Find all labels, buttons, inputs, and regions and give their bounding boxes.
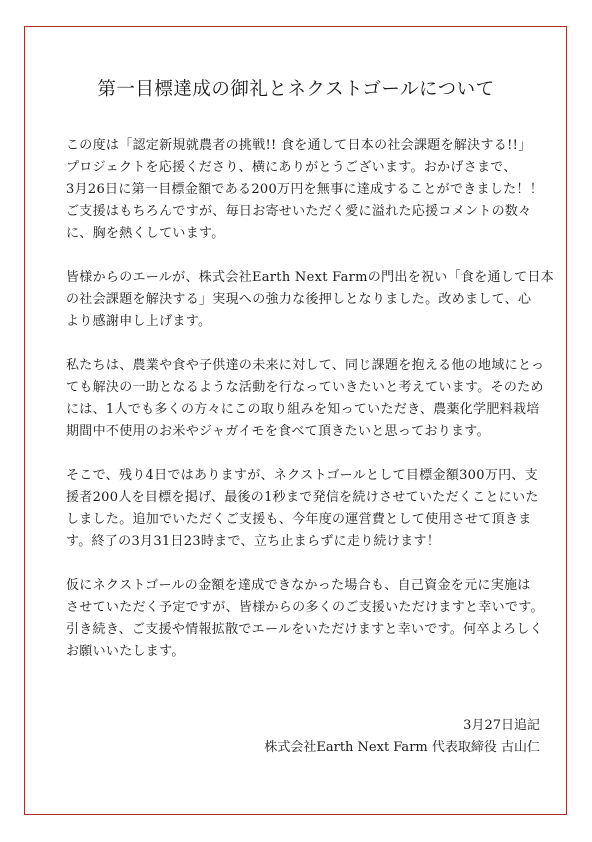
text-line: 私たちは、農業や食や子供達の未来に対して、同じ課題を抱える他の地域にとっ [66, 358, 545, 373]
text-line: この度は「認定新規就農者の挑戦!! 食を通して日本の社会課題を解決する!!」 [66, 138, 532, 153]
signature: 株式会社Earth Next Farm 代表取締役 古山仁 [264, 740, 540, 755]
paragraph-next-goal [66, 465, 539, 553]
text-line: の社会課題を解決する」実現への強力な後押しとなりました。改めまして、心 [66, 292, 532, 307]
text-line: 3月26日に第一目標金額である200万円を無事に達成することができました！！ [66, 182, 544, 197]
text-line: には、1人でも多くの方々にこの取り組みを知っていただき、農薬化学肥料栽培 [66, 402, 540, 417]
text-line: 皆様からのエールが、株式会社Earth Next Farmの門出を祝い「食を通して日本 [66, 270, 555, 285]
text-line: 援者200人を目標を掲げ、最後の1秒まで発信を続けさせていただくことにいた [66, 490, 539, 505]
text-line: しました。追加でいただくご支援も、今年度の運営費として使用させて頂きま [66, 512, 532, 527]
text-line: お願いいたします。 [66, 644, 185, 659]
postscript-date: 3月27日追記 [463, 718, 540, 733]
document-title: 第一目標達成の御礼とネクストゴールについて [97, 79, 495, 100]
document-body [66, 135, 555, 685]
text-line: そこで、残り4日ではありますが、ネクストゴールとして目標金額300万円、支 [66, 468, 539, 483]
text-line: に、胸を熱くしています。 [66, 226, 225, 241]
paragraph-thanks [66, 135, 544, 245]
paragraph-gratitude [66, 267, 555, 333]
text-line: より感謝申し上げます。 [66, 314, 212, 329]
paragraph-mission [66, 355, 545, 443]
text-line: 引き続き、ご支援や情報拡散でエールをいただけますと幸いです。何卒よろしく [66, 622, 543, 637]
text-line: 仮にネクストゴールの金額を達成できなかった場合も、自己資金を元に実施は [66, 578, 531, 593]
closing-block [264, 715, 540, 759]
text-line: ご支援はもちろんですが、毎日お寄せいただく愛に溢れた応援コメントの数々 [66, 204, 532, 219]
text-line: させていただく予定ですが、皆様からの多くのご支援いただけますと幸いです。 [66, 600, 544, 615]
text-line: プロジェクトを応援くださり、横にありがとうございます。おかげさまで、 [66, 160, 517, 175]
paragraph-request [66, 575, 544, 663]
text-line: ても解決の一助となるような活動を行なっていきたいと考えています。そのため [66, 380, 544, 395]
text-line: 期間中不使用のお米やジャガイモを食べて頂きたいと思っております。 [66, 424, 490, 439]
text-line: す。終了の3月31日23時まで、立ち止まらずに走り続けます！ [66, 534, 441, 549]
